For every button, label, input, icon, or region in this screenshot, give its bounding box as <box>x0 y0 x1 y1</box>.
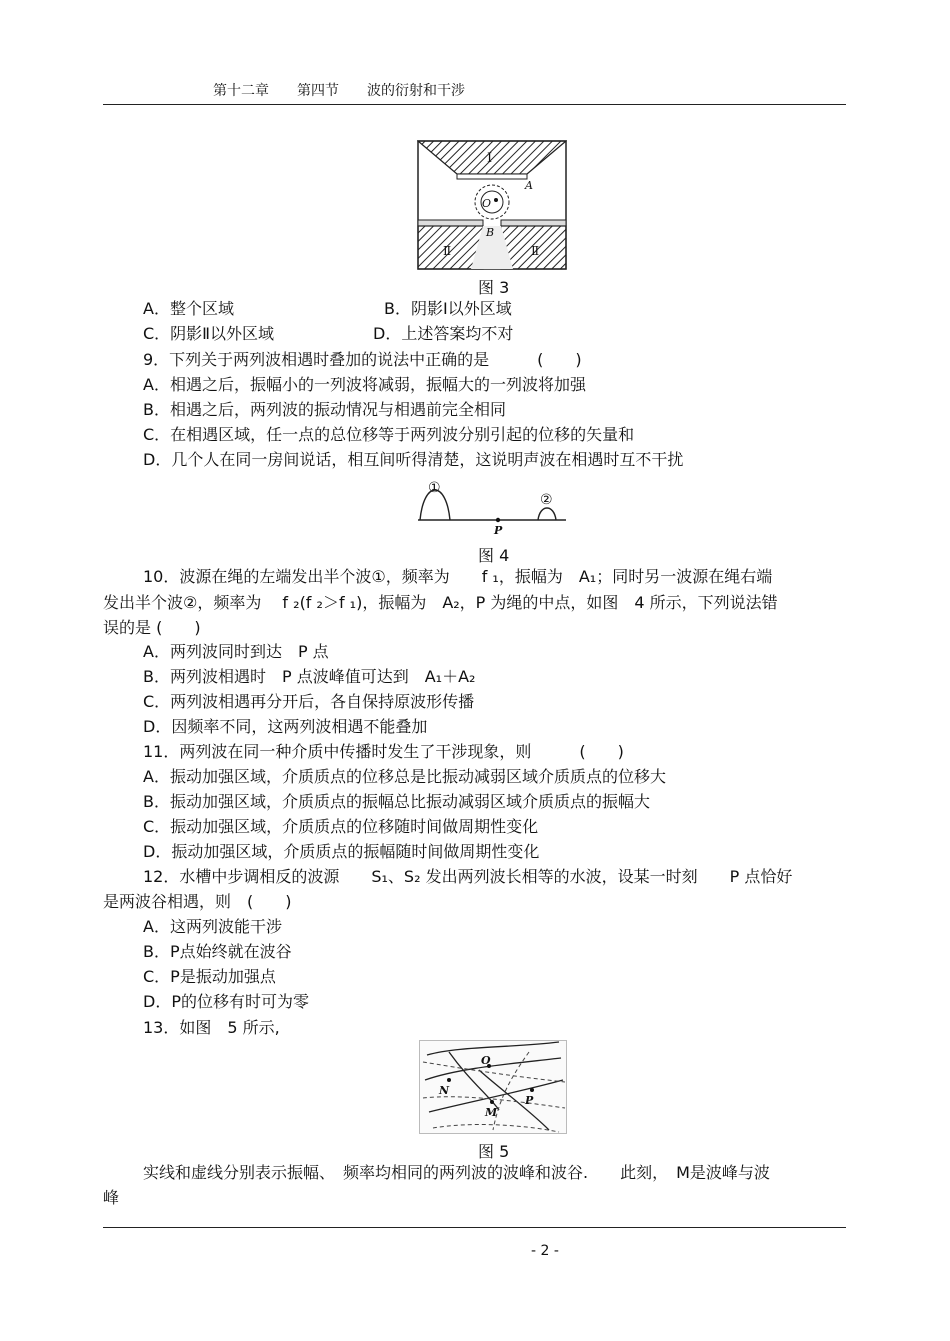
q8-option-a: A．整个区域 <box>143 299 234 318</box>
q10-option-d: D．因频率不同，这两列波相遇不能叠加 <box>143 717 428 736</box>
q12-option-a: A．这两列波能干涉 <box>143 917 282 936</box>
q12-option-b: B．P点始终就在波谷 <box>143 942 292 961</box>
fig4-label-P: P <box>494 524 503 537</box>
q10-line-2: 发出半个波②，频率为 f ₂(f ₂＞f ₁)，振幅为 A₂，P 为绳的中点，如图 4 所示，下列说法错 <box>103 593 778 612</box>
q11-option-a: A．振动加强区域，介质质点的位移总是比振动减弱区域介质质点的位移大 <box>143 767 666 786</box>
q9-option-c: C．在相遇区域，任一点的总位移等于两列波分别引起的位移的矢量和 <box>143 425 635 444</box>
header-rule <box>103 104 846 105</box>
q10-line-3: 误的是 ( ) <box>103 618 201 637</box>
q10-option-a: A．两列波同时到达 P 点 <box>143 642 329 661</box>
fig3-label-O: O <box>482 197 492 210</box>
q10-option-b: B．两列波相遇时 P 点波峰值可达到 A₁＋A₂ <box>143 667 476 686</box>
q11-stem: 11．两列波在同一种介质中传播时发生了干涉现象，则 ( ) <box>143 742 624 761</box>
figure-5 <box>419 1040 567 1134</box>
q12-option-d: D．P的位移有时可为零 <box>143 992 309 1011</box>
figure-3 <box>417 140 567 270</box>
figure-3-caption: 图 3 <box>478 278 510 297</box>
q11-option-b: B．振动加强区域，介质质点的振幅总比振动减弱区域介质质点的振幅大 <box>143 792 650 811</box>
q9-option-a: A．相遇之后，振幅小的一列波将减弱，振幅大的一列波将加强 <box>143 375 586 394</box>
fig4-label-2: ② <box>540 492 553 508</box>
footer-rule <box>103 1227 846 1228</box>
q8-option-d: D．上述答案均不对 <box>373 324 514 343</box>
q13-line-2: 峰 <box>103 1188 120 1207</box>
q9-option-b: B．相遇之后，两列波的振动情况与相遇前完全相同 <box>143 400 506 419</box>
figure-4-caption: 图 4 <box>478 546 510 565</box>
q13-stem: 13．如图 5 所示, <box>143 1018 280 1037</box>
q13-line-1: 实线和虚线分别表示振幅、 频率均相同的两列波的波峰和波谷. 此刻， M是波峰与波 <box>143 1163 770 1182</box>
q10-option-c: C．两列波相遇再分开后，各自保持原波形传播 <box>143 692 475 711</box>
q12-line-2: 是两波谷相遇，则 ( ) <box>103 892 292 911</box>
fig3-label-II-left: Ⅱ <box>443 244 452 258</box>
q11-option-d: D．振动加强区域，介质质点的振幅随时间做周期性变化 <box>143 842 540 861</box>
fig5-label-O: O <box>481 1054 491 1067</box>
fig3-label-I: Ⅰ <box>487 151 493 166</box>
q10-line-1: 10．波源在绳的左端发出半个波①，频率为 f ₁，振幅为 A₁；同时另一波源在绳右端 <box>143 567 773 586</box>
figure-4 <box>416 476 568 538</box>
fig5-label-N: N <box>439 1084 450 1097</box>
fig5-label-M: M <box>485 1106 498 1119</box>
fig3-label-A: A <box>525 179 533 192</box>
q9-stem: 9．下列关于两列波相遇时叠加的说法中正确的是 ( ) <box>143 350 582 369</box>
q12-line-1: 12．水槽中步调相反的波源 S₁、S₂ 发出两列波长相等的水波，设某一时刻 P 点恰好 <box>143 867 793 886</box>
q11-option-c: C．振动加强区域，介质质点的位移随时间做周期性变化 <box>143 817 539 836</box>
fig4-label-1: ① <box>428 480 441 496</box>
q9-option-d: D．几个人在同一房间说话，相互间听得清楚，这说明声波在相遇时互不干扰 <box>143 450 684 469</box>
q12-option-c: C．P是振动加强点 <box>143 967 276 986</box>
q8-option-c: C．阴影Ⅱ以外区域 <box>143 324 275 343</box>
fig3-label-B: B <box>486 226 495 239</box>
fig3-label-II-right: Ⅱ <box>531 244 540 258</box>
page-header: 第十二章 第四节 波的衍射和干涉 <box>213 83 465 99</box>
figure-5-caption: 图 5 <box>478 1142 510 1161</box>
page-number: - 2 - <box>531 1243 559 1259</box>
fig5-label-P: P <box>525 1094 534 1107</box>
q8-option-b: B．阴影Ⅰ以外区域 <box>384 299 512 318</box>
